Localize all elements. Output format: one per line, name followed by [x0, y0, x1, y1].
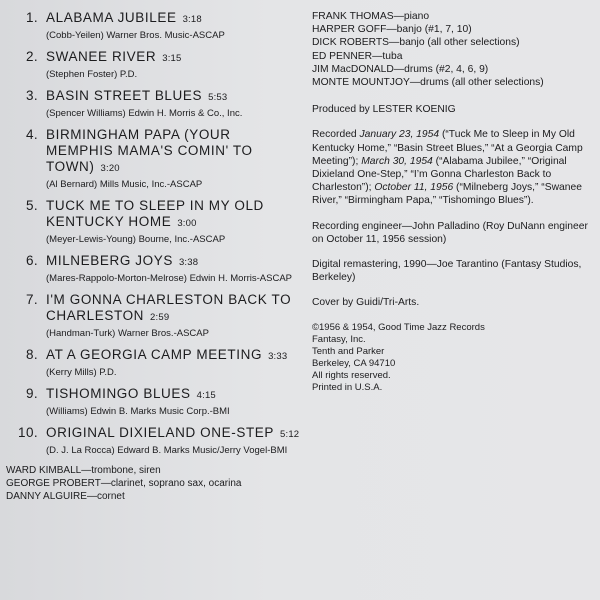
track-item: [0, 425, 300, 457]
track-credit: (Cobb-Yeilen) Warner Bros. Music-ASCAP: [46, 30, 225, 41]
track-item: [0, 347, 300, 379]
track-title: ORIGINAL DIXIELAND ONE-STEP: [46, 425, 274, 440]
track-item: [0, 198, 300, 246]
personnel-entry: ED PENNER—tuba: [312, 50, 403, 62]
engineer-credit: Recording engineer—John Palladino (Roy DuNann engineer on October 11, 1956 session): [312, 220, 588, 245]
track-number: 3.: [25, 88, 38, 103]
track-number: 2.: [25, 49, 38, 64]
track-credit: (Meyer-Lewis-Young) Bourne, Inc.-ASCAP: [46, 234, 226, 245]
copyright-line: Printed in U.S.A.: [312, 381, 383, 393]
personnel-entry: JIM MacDONALD—drums (#2, 4, 6, 9): [312, 63, 489, 75]
track-title-line: [46, 49, 300, 67]
track-duration: 3:20: [100, 163, 120, 174]
copyright-line: Berkeley, CA 94710: [312, 357, 396, 369]
remastering-credit: Digital remastering, 1990—Joe Tarantino (Fantasy Studios, Berkeley): [312, 259, 582, 284]
track-number: 6.: [25, 253, 38, 268]
copyright-line: All rights reserved.: [312, 369, 391, 381]
track-duration: 5:53: [208, 92, 228, 103]
copyright-line: Tenth and Parker: [312, 345, 385, 357]
recorded-text: Recorded: [312, 129, 360, 141]
track-number: 8.: [25, 347, 38, 362]
personnel-list-right: [312, 10, 596, 89]
track-credit: (D. J. La Rocca) Edward B. Marks Music/Jerry Vogel-BMI: [46, 445, 288, 456]
track-title: AT A GEORGIA CAMP MEETING: [46, 347, 263, 362]
copyright-line: Fantasy, Inc.: [312, 333, 366, 345]
personnel-list-left: [6, 464, 300, 503]
producer-credit: Produced by LESTER KOENIG: [312, 104, 456, 116]
track-title: ALABAMA JUBILEE: [46, 10, 177, 25]
track-duration: 3:18: [182, 14, 202, 25]
track-credit: (Williams) Edwin B. Marks Music Corp.-BMI: [46, 406, 230, 417]
track-number: 9.: [25, 386, 38, 401]
track-item: [0, 49, 300, 81]
track-duration: 3:00: [177, 218, 197, 229]
track-credit: (Kerry Mills) P.D.: [46, 367, 117, 378]
track-title-line: [46, 425, 300, 443]
track-number: 4.: [25, 127, 38, 142]
track-title: SWANEE RIVER: [46, 49, 157, 64]
track-item: [0, 386, 300, 418]
track-duration: 2:59: [150, 312, 170, 323]
track-title-line: [46, 292, 300, 326]
track-item: [0, 10, 300, 42]
personnel-entry: DICK ROBERTS—banjo (all other selections): [312, 37, 520, 49]
track-title-line: [46, 88, 300, 106]
recorded-text: (“Alabama Jubilee,” “Original Dixieland One-Step,” “I’m Gonna Charleston Back to Charleston”);: [312, 155, 567, 194]
track-number: 10.: [18, 425, 38, 440]
track-credit: (Mares-Rappolo-Morton-Melrose) Edwin H. Morris-ASCAP: [46, 273, 293, 284]
track-credit: (Stephen Foster) P.D.: [46, 69, 138, 80]
recorded-text: (“Tuck Me to Sleep in My Old Kentucky Home,” “Basin Street Blues,” “At a Georgia Camp Meeting”);: [312, 129, 583, 167]
track-list: [0, 10, 300, 503]
track-duration: 3:15: [162, 53, 182, 64]
track-credit: (Al Bernard) Mills Music, Inc.-ASCAP: [46, 179, 203, 190]
track-item: [0, 253, 300, 285]
track-title: I'M GONNA CHARLESTON BACK TO CHARLESTON: [46, 292, 292, 323]
recorded-text: (“Milneberg Joys,” “Swanee River,” “Birmingham Papa,” “Tishomingo Blues”).: [312, 182, 582, 207]
personnel-entry: MONTE MOUNTJOY—drums (all other selections): [312, 77, 544, 89]
recording-dates: [312, 128, 596, 207]
track-title-line: [46, 127, 300, 177]
track-credit: (Spencer Williams) Edwin H. Morris & Co., Inc.: [46, 108, 243, 119]
credits-column: [312, 10, 596, 394]
track-item: [0, 88, 300, 120]
track-item: [0, 127, 300, 191]
track-number: 1.: [25, 10, 38, 25]
personnel-entry: DANNY ALGUIRE—cornet: [6, 491, 125, 502]
track-title-line: [46, 198, 300, 232]
track-duration: 4:15: [196, 390, 216, 401]
cover-credit: Cover by Guidi/Tri-Arts.: [312, 297, 420, 309]
track-title: TISHOMINGO BLUES: [46, 386, 191, 401]
track-duration: 3:33: [268, 351, 288, 362]
recording-date: January 23, 1954: [359, 129, 440, 141]
track-title: BIRMINGHAM PAPA (YOUR MEMPHIS MAMA'S COMIN' TO TOWN): [46, 127, 253, 174]
track-title: TUCK ME TO SLEEP IN MY OLD KENTUCKY HOME: [46, 198, 264, 229]
track-credit: (Handman-Turk) Warner Bros.-ASCAP: [46, 328, 209, 339]
recording-date: March 30, 1954: [361, 155, 433, 167]
personnel-entry: GEORGE PROBERT—clarinet, soprano sax, ocarina: [6, 478, 242, 489]
track-title: MILNEBERG JOYS: [46, 253, 173, 268]
track-title-line: [46, 10, 300, 28]
track-title-line: [46, 253, 300, 271]
copyright-block: [312, 322, 596, 394]
track-item: [0, 292, 300, 340]
track-title-line: [46, 347, 300, 365]
track-number: 5.: [25, 198, 38, 213]
copyright-line: ©1956 & 1954, Good Time Jazz Records: [312, 321, 485, 333]
personnel-entry: FRANK THOMAS—piano: [312, 11, 430, 22]
recording-date: October 11, 1956: [374, 182, 454, 194]
personnel-entry: HARPER GOFF—banjo (#1, 7, 10): [312, 24, 472, 36]
track-duration: 5:12: [280, 429, 300, 440]
track-number: 7.: [25, 292, 38, 307]
personnel-entry: WARD KIMBALL—trombone, siren: [6, 465, 161, 476]
track-duration: 3:38: [178, 257, 199, 268]
track-title-line: [46, 386, 300, 404]
track-title: BASIN STREET BLUES: [46, 88, 203, 103]
